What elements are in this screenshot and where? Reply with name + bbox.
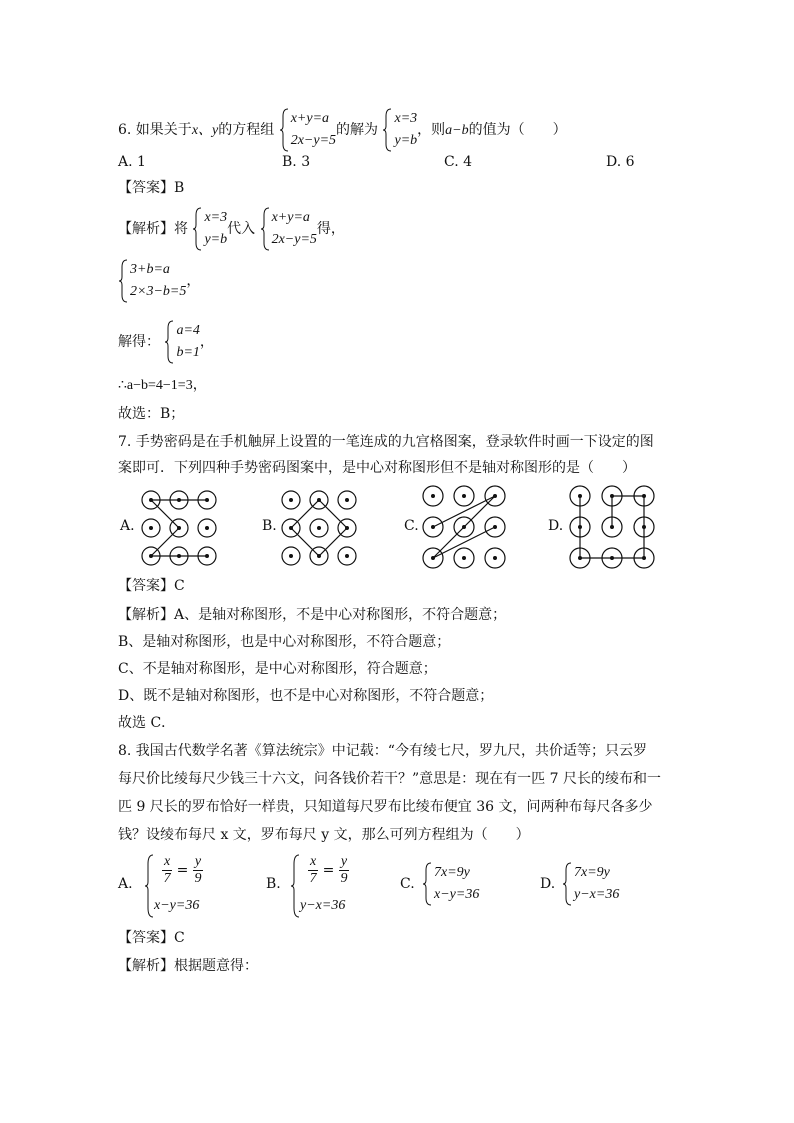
q8-option-a-system bbox=[144, 854, 234, 918]
q6-analysis-sys-b-eq1: x+y=a bbox=[271, 210, 310, 225]
brace-icon bbox=[192, 207, 202, 251]
q8-c-sys bbox=[422, 862, 479, 906]
q6-stem-pre: 6. 如果关于 bbox=[118, 122, 192, 138]
q8-c-eq1: 7x=9y bbox=[434, 865, 470, 880]
q6-solve-label: 解得： bbox=[118, 334, 160, 350]
q8-a-frac-right bbox=[193, 854, 203, 887]
q6-step bbox=[118, 259, 200, 303]
q6-option-a: A. 1 bbox=[118, 154, 146, 170]
gesture-pattern-d bbox=[566, 484, 658, 570]
q8-option-b-label: B. bbox=[266, 876, 281, 892]
brace-icon bbox=[422, 862, 432, 906]
q6-sys2-eq2: y=b bbox=[394, 133, 418, 148]
q8-b-frac-right-den: 9 bbox=[340, 871, 348, 886]
brace-icon bbox=[260, 207, 270, 251]
q8-stem-line1: 8. 我国古代数学名著《算法统宗》中记载：“今有绫七尺，罗九尺，共价适等；只云罗 bbox=[118, 743, 647, 759]
q8-answer: 【答案】C bbox=[118, 930, 185, 946]
gesture-pattern-c bbox=[420, 484, 510, 570]
q6-solve-post: ， bbox=[199, 334, 214, 350]
q7-stem-line2: 案即可．下列四种手势密码图案中，是中心对称图形但不是轴对称图形的是（ ） bbox=[118, 460, 636, 476]
q6-solve-eq2: b=1 bbox=[176, 345, 200, 360]
q8-option-a-label: A. bbox=[118, 876, 133, 892]
q8-a-frac-right-den: 9 bbox=[194, 871, 202, 886]
q6-analysis-sys-a bbox=[192, 207, 227, 251]
q8-stem-line4: 钱？设绫布每尺 x 文，罗布每尺 y 文，那么可列方程组为（ ） bbox=[118, 827, 530, 843]
q8-option-b-eq1: $\frac{x}{7}$ = $\frac{y}{9}$ bbox=[309, 854, 348, 886]
gesture-pattern-a bbox=[138, 488, 222, 568]
q6-step-sys bbox=[118, 259, 186, 303]
q6-solve-sys bbox=[164, 320, 199, 364]
q6-choose: 故选：B； bbox=[118, 406, 185, 422]
q7-label-a: A. bbox=[120, 518, 135, 534]
q6-stem-mid2: 的解为 bbox=[336, 122, 379, 138]
q8-option-b-eq2: y−x=36 bbox=[300, 898, 346, 913]
brace-icon bbox=[279, 108, 289, 152]
q6-expr: a−b bbox=[445, 123, 469, 138]
q6-analysis-mid: 代入 bbox=[227, 221, 256, 237]
q8-option-c-system bbox=[422, 862, 479, 906]
q7-analysis-line2: B、是轴对称图形，也是中心对称图形，不符合题意； bbox=[118, 634, 451, 650]
q6-sys1-eq2: 2x−y=5 bbox=[290, 133, 337, 148]
q6-system-1 bbox=[279, 108, 336, 152]
q7-stem-line1: 7. 手势密码是在手机触屏上设置的一笔连成的九宫格图案，登录软件时画一下设定的图 bbox=[118, 434, 654, 450]
brace-icon bbox=[144, 854, 154, 918]
q6-sys1-eq1: x+y=a bbox=[290, 111, 330, 126]
q8-b-frac-left-num: x bbox=[310, 854, 317, 869]
q8-b-frac-right-num: y bbox=[340, 854, 348, 869]
q7-label-b: B. bbox=[262, 518, 277, 534]
q6-analysis-sys-a-eq1: x=3 bbox=[204, 210, 228, 225]
q8-d-sys bbox=[562, 862, 619, 906]
gesture-pattern-b bbox=[278, 488, 362, 568]
q8-b-frac-left bbox=[308, 854, 318, 887]
q8-option-a-eq1: $\frac{x}{7}$ = $\frac{y}{9}$ bbox=[163, 854, 202, 886]
q8-option-d-system bbox=[562, 862, 619, 906]
q8-d-eq2: y−x=36 bbox=[574, 887, 620, 902]
brace-icon bbox=[290, 854, 300, 918]
q7-analysis-line4: D、既不是轴对称图形，也不是中心对称图形，不符合题意； bbox=[118, 688, 494, 704]
q7-analysis-line3: C、不是轴对称图形，是中心对称图形，符合题意； bbox=[118, 661, 437, 677]
q7-label-c: C. bbox=[404, 518, 419, 534]
q8-b-frac-right bbox=[339, 854, 349, 887]
q6-solve-eq1: a=4 bbox=[176, 323, 200, 338]
q8-a-frac-right-num: y bbox=[194, 854, 202, 869]
q8-b-frac-left-den: 7 bbox=[309, 871, 317, 886]
q8-a-frac-left-num: x bbox=[164, 854, 171, 869]
q7-label-d: D. bbox=[548, 518, 564, 534]
q8-stem-line3: 匹 9 尺长的罗布恰好一样贵，只知道每尺罗布比绫布便宜 36 文，问两种布每尺各多少 bbox=[118, 799, 653, 815]
q8-stem-line2: 每尺价比绫每尺少钱三十六文，问各钱价若干？”意思是：现在有一匹 7 尺长的绫布和一 bbox=[118, 771, 661, 787]
q8-option-c-label: C. bbox=[400, 876, 415, 892]
q7-analysis-line5: 故选 C． bbox=[118, 715, 176, 731]
q6-analysis-sys-b-eq2: 2x−y=5 bbox=[271, 232, 317, 247]
q6-analysis-post: 得， bbox=[316, 221, 345, 237]
q7-answer: 【答案】C bbox=[118, 578, 185, 594]
q6-option-d: D. 6 bbox=[606, 154, 635, 170]
q8-option-a-eq2: x−y=36 bbox=[154, 898, 200, 913]
q6-answer: 【答案】B bbox=[118, 180, 185, 196]
q8-analysis: 【解析】根据题意得： bbox=[118, 958, 258, 974]
q6-stem-post: 的值为（ ） bbox=[468, 122, 567, 138]
brace-icon bbox=[382, 108, 392, 152]
q8-d-eq1: 7x=9y bbox=[574, 865, 610, 880]
q6-step-eq2: 2×3−b=5 bbox=[130, 284, 187, 299]
q6-step-post: ， bbox=[186, 273, 201, 289]
q6-solve bbox=[118, 320, 214, 364]
brace-icon bbox=[562, 862, 572, 906]
q8-a-frac-left bbox=[162, 854, 172, 887]
brace-icon bbox=[118, 259, 128, 303]
q6-sys2-eq1: x=3 bbox=[394, 111, 418, 126]
q6-vars: x、y bbox=[191, 123, 219, 138]
q6-analysis-label: 【解析】将 bbox=[118, 221, 188, 237]
q8-option-b-system bbox=[290, 854, 380, 918]
q8-a-frac-left-den: 7 bbox=[163, 871, 171, 886]
q8-c-eq2: x−y=36 bbox=[434, 887, 480, 902]
q7-analysis-line1: 【解析】A、是轴对称图形，不是中心对称图形，不符合题意； bbox=[118, 607, 507, 623]
q8-option-d-label: D. bbox=[540, 876, 556, 892]
q6-analysis-sys-b bbox=[260, 207, 317, 251]
q6-step-eq1: 3+b=a bbox=[130, 262, 170, 277]
q6-analysis-sys-a-eq2: y=b bbox=[204, 232, 228, 247]
q6-option-c: C. 4 bbox=[444, 154, 473, 170]
q6-analysis bbox=[118, 207, 345, 251]
q6-stem-mid3: ，则 bbox=[417, 122, 446, 138]
brace-icon bbox=[164, 320, 174, 364]
q6-system-2 bbox=[382, 108, 417, 152]
q6-therefore: ∴a−b=4−1=3， bbox=[118, 378, 207, 393]
q6-stem bbox=[118, 108, 567, 152]
q6-option-b: B. 3 bbox=[282, 154, 311, 170]
q6-stem-mid1: 的方程组 bbox=[218, 122, 275, 138]
